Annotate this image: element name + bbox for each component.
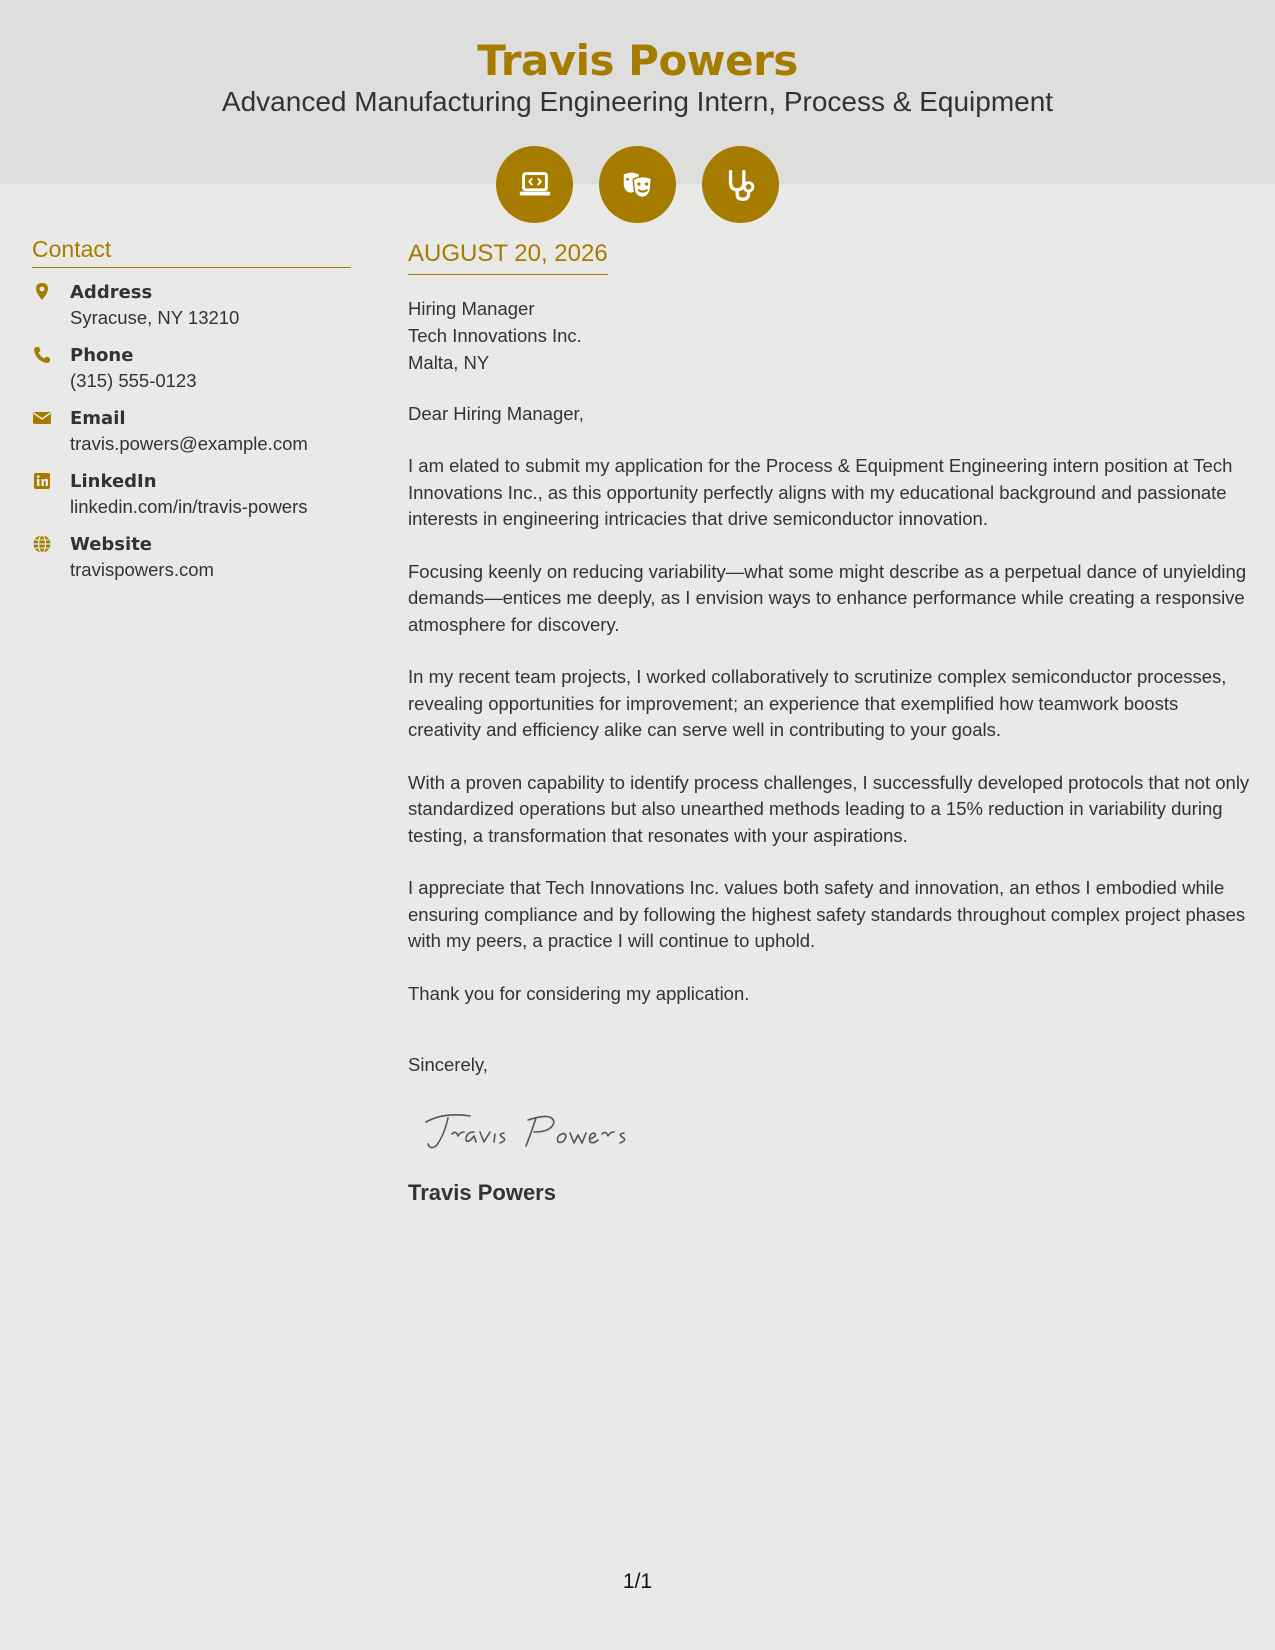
contact-value: Syracuse, NY 13210: [70, 307, 240, 328]
contact-heading: Contact: [32, 236, 351, 268]
contact-item-website: [32, 532, 351, 582]
contact-list: [32, 280, 351, 582]
letter-paragraph: I am elated to submit my application for the Process & Equipment Engineering intern position at Tech Innovations Inc., as this opportunity perfectly aligns with my educational background and passionate interests in engineering intricacies that drive semiconductor innovation.: [408, 455, 1233, 529]
sidebar: [32, 236, 351, 595]
signer-name: Travis Powers: [408, 1180, 556, 1205]
job-title: Advanced Manufacturing Engineering Intern, Process & Equipment: [221, 86, 1054, 117]
map-pin-icon: [32, 280, 70, 330]
applicant-name: Travis Powers: [477, 36, 798, 85]
contact-item-address: [32, 280, 351, 330]
phone-icon: [32, 343, 70, 393]
contact-value[interactable]: travis.powers@example.com: [70, 433, 308, 454]
contact-value[interactable]: travispowers.com: [70, 559, 214, 580]
recipient-line: Tech Innovations Inc.: [408, 325, 582, 346]
linkedin-icon: [32, 469, 70, 519]
contact-value: (315) 555-0123: [70, 370, 197, 391]
contact-item-email: [32, 406, 351, 456]
theater-masks-icon: [599, 146, 676, 223]
stethoscope-icon: [702, 146, 779, 223]
letter-paragraph: With a proven capability to identify process challenges, I successfully developed protocols that not only standardized operations but also unearthed methods leading to a 15% reduction in variability during testing, a transformation that resonates with your aspirations.: [408, 771, 1250, 846]
contact-label: Email: [70, 408, 126, 429]
letter-paragraph: Focusing keenly on reducing variability—what some might describe as a perpetual dance of unyielding demands—entices me deeply, as I envision ways to enhance performance while creating a responsive atmosphere for discovery.: [408, 560, 1247, 635]
recipient-block: [408, 295, 1253, 376]
contact-value[interactable]: linkedin.com/in/travis-powers: [70, 496, 308, 517]
closing: Sincerely,: [408, 1054, 488, 1075]
contact-label: Address: [70, 282, 153, 303]
envelope-icon: [32, 406, 70, 456]
icon-row: [496, 146, 779, 223]
contact-item-linkedin: [32, 469, 351, 519]
contact-label: Phone: [70, 345, 134, 366]
page-number: 1/1: [622, 1570, 653, 1593]
letter-paragraph: I appreciate that Tech Innovations Inc. values both safety and innovation, an ethos I embodied while ensuring compliance and by following the highest safety standards throughout complex project phases with my peers, a practice I will continue to uphold.: [408, 877, 1246, 951]
letter-body: [408, 240, 1253, 1206]
contact-label: LinkedIn: [70, 471, 157, 492]
letter-date: AUGUST 20, 2026: [408, 240, 608, 275]
letter-paragraph: Thank you for considering my application.: [408, 982, 750, 1004]
recipient-line: Hiring Manager: [408, 298, 535, 319]
globe-icon: [32, 532, 70, 582]
contact-item-phone: [32, 343, 351, 393]
laptop-code-icon: [496, 146, 573, 223]
recipient-line: Malta, NY: [408, 352, 490, 373]
letter-paragraph: In my recent team projects, I worked collaboratively to scrutinize complex semiconductor processes, revealing opportunities for improvement; an experience that exemplified how teamwork boosts creativity and efficiency alike can serve well in contributing to your goals.: [408, 666, 1227, 740]
signature-image: [424, 1102, 1253, 1162]
contact-label: Website: [70, 534, 153, 555]
salutation: Dear Hiring Manager,: [408, 403, 584, 424]
